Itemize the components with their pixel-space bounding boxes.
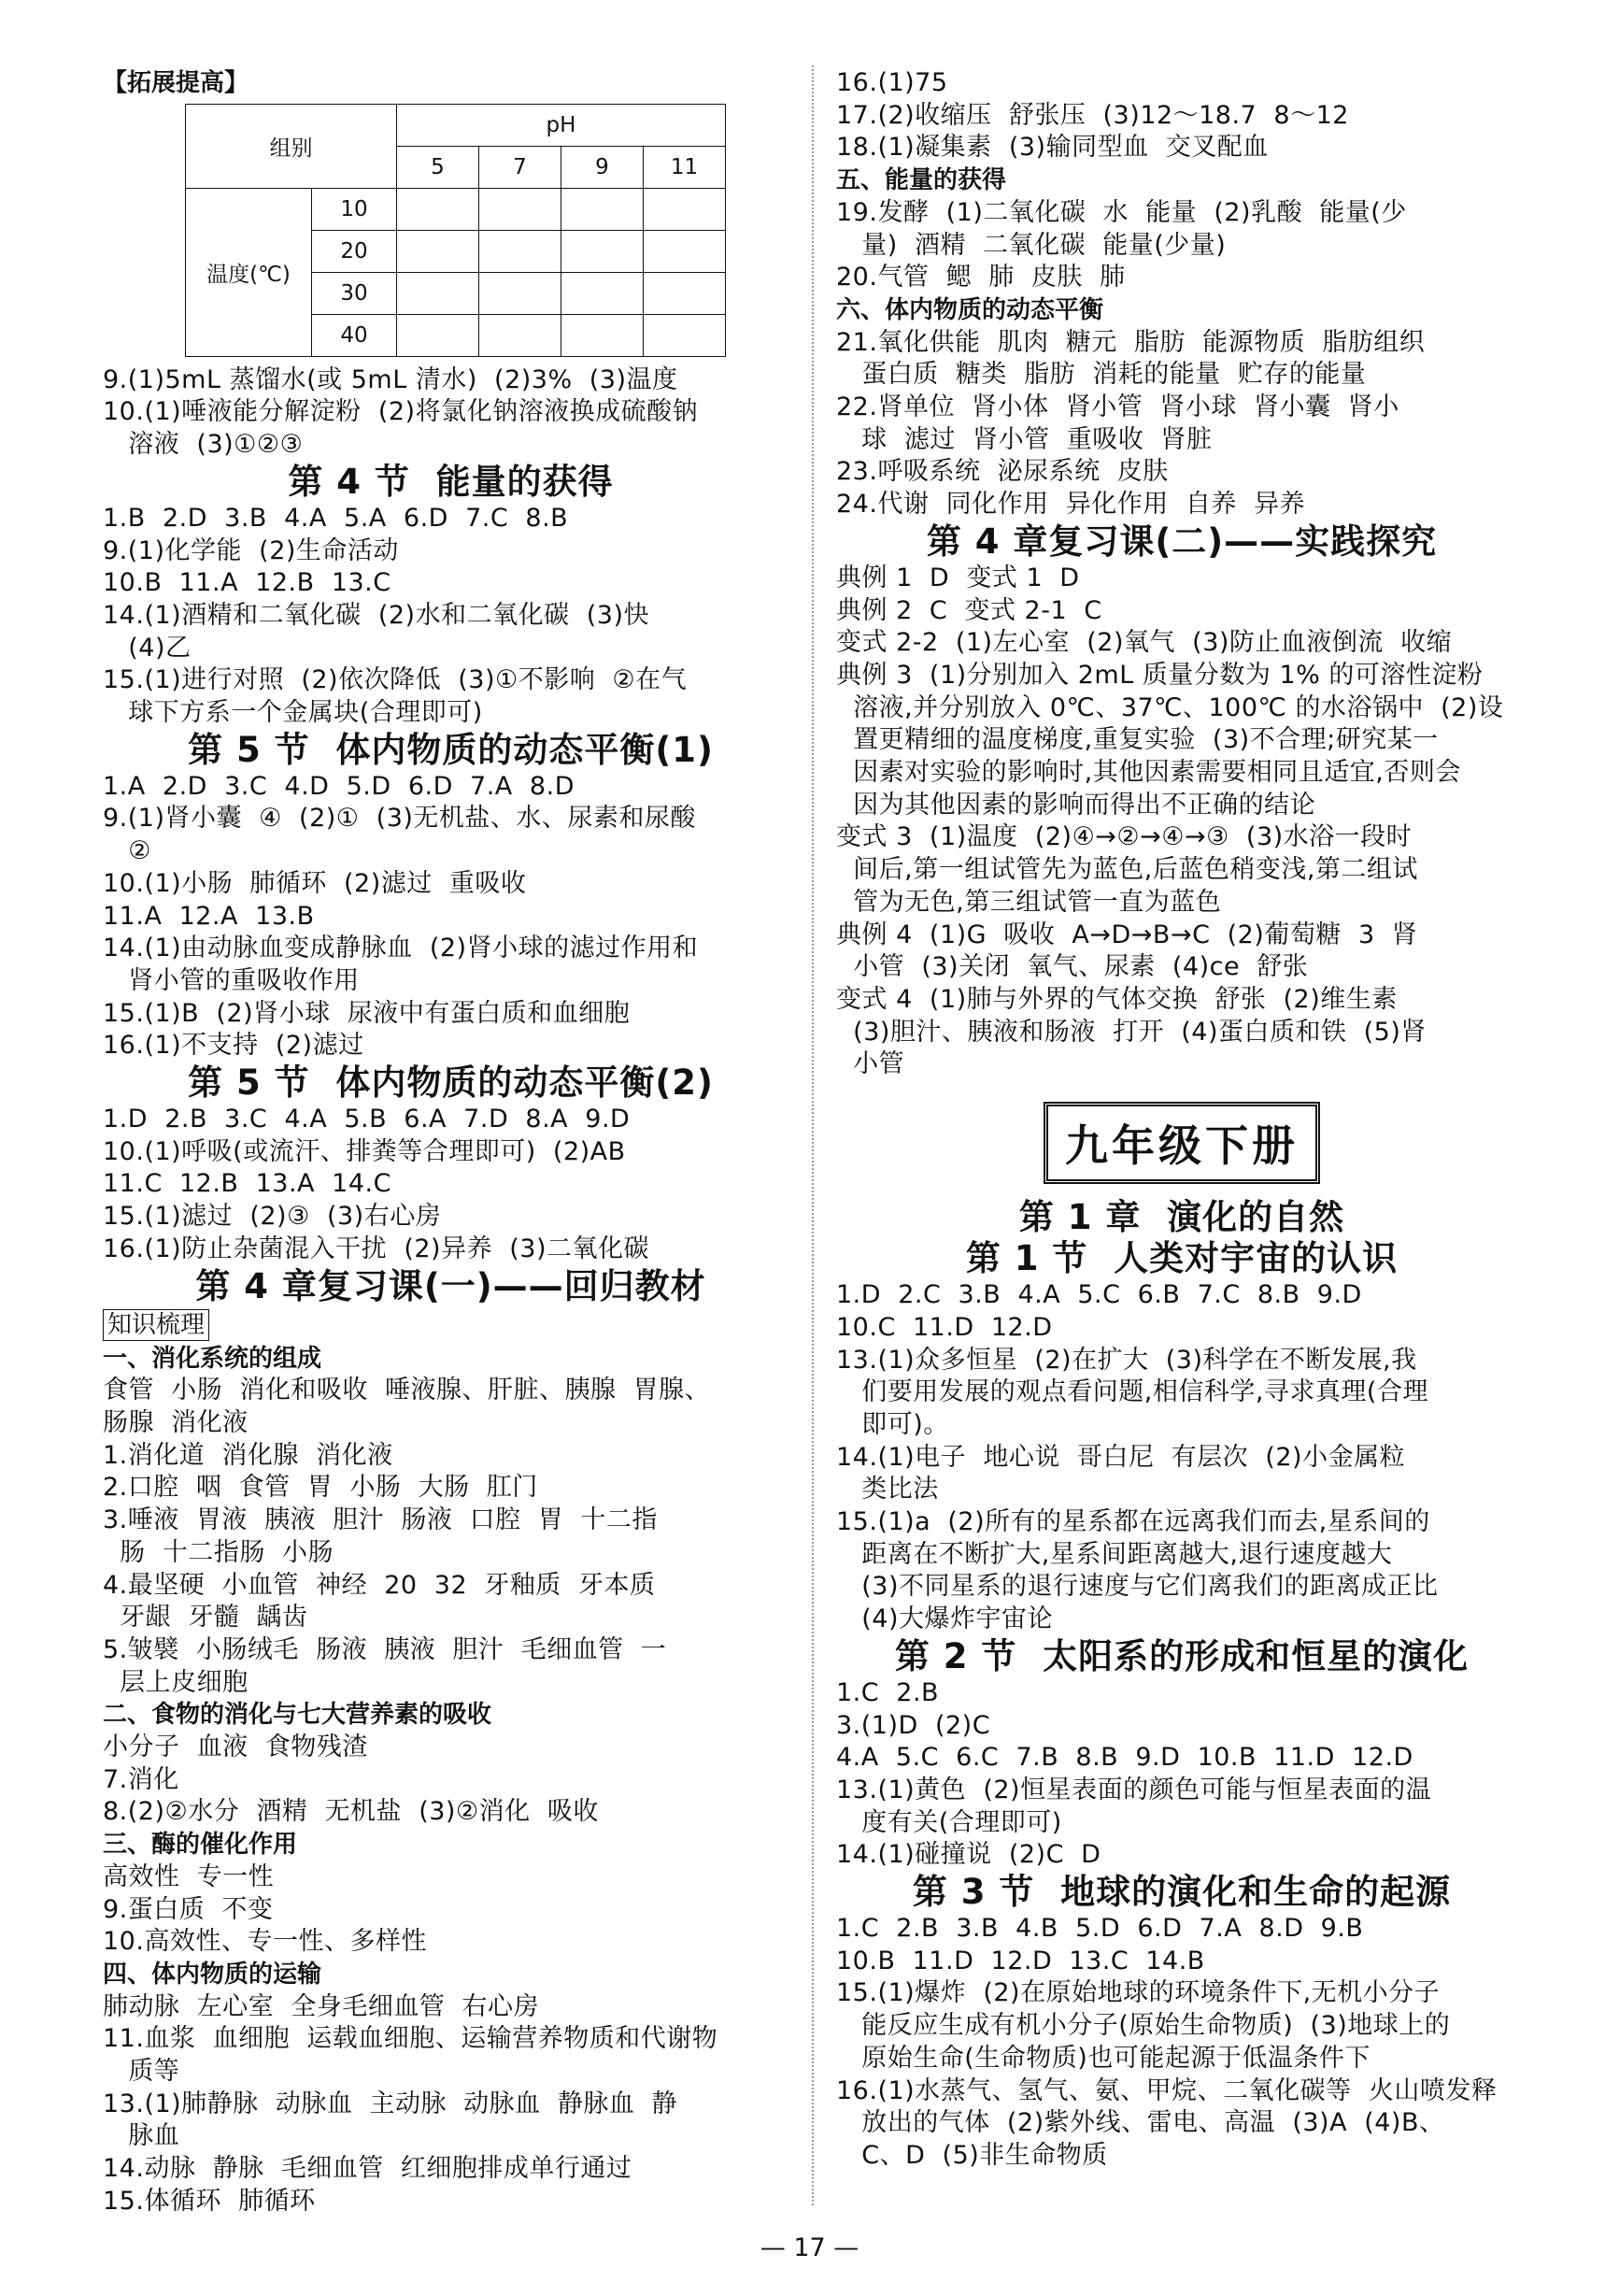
answer-line: 变式 2-2 (1)左心室 (2)氧气 (3)防止血液倒流 收缩 [836, 628, 1453, 658]
section-heading: 第 1 章 演化的自然 [1018, 1197, 1345, 1238]
answer-line: 16.(1)不支持 (2)滤过 [103, 1031, 364, 1061]
answer-line: 度有关(合理即可) [836, 1807, 1062, 1837]
answer-line: 变式 3 (1)温度 (2)④→②→④→③ (3)水浴一段时 [836, 822, 1413, 852]
subsection-heading: 五、能量的获得 [836, 166, 1007, 195]
answer-line: 10.C 11.D 12.D [836, 1312, 1053, 1342]
answer-line: 14.(1)酒精和二氧化碳 (2)水和二氧化碳 (3)快 [103, 600, 650, 630]
temp-20: 20 [312, 230, 397, 272]
answer-line: 21.氧化供能 肌肉 糖元 脂肪 能源物质 脂肪组织 [836, 327, 1426, 357]
answer-line: 因为其他因素的影响而得出不正确的结论 [836, 790, 1316, 820]
subsection-heading: 六、体内物质的动态平衡 [836, 295, 1104, 324]
answer-line: 15.(1)进行对照 (2)依次降低 (3)①不影响 ②在气 [103, 665, 688, 695]
section-heading: 第 5 节 体内物质的动态平衡(2) [188, 1062, 714, 1104]
answer-line: 9.(1)化学能 (2)生命活动 [103, 535, 399, 565]
answer-line: 因素对实验的影响时,其他因素需要相同且适宜,否则会 [836, 758, 1461, 788]
answer-line: 23.呼吸系统 泌尿系统 皮肤 [836, 457, 1169, 487]
answer-line: 8.(2)②水分 酒精 无机盐 (3)②消化 吸收 [103, 1797, 599, 1827]
answer-line: 球下方系一个金属块(合理即可) [103, 698, 483, 728]
answer-line: 14.动脉 静脉 毛细血管 红细胞排成单行通过 [103, 2154, 632, 2184]
answer-line: 10.(1)小肠 肺循环 (2)滤过 重吸收 [103, 868, 527, 898]
ph-temperature-table [185, 104, 726, 357]
answer-line: 10.(1)唾液能分解淀粉 (2)将氯化钠溶液换成硫酸钠 [103, 397, 699, 427]
answer-line: 置更精细的温度梯度,重复实验 (3)不合理;研究某一 [836, 725, 1439, 755]
section-label-row [103, 1307, 799, 1343]
temp-header: 温度(℃) [186, 188, 312, 356]
answer-line: 15.(1)滤过 (2)③ (3)右心房 [103, 1202, 442, 1232]
answer-line: 22.肾单位 肾小体 肾小管 肾小球 肾小囊 肾小 [836, 392, 1399, 422]
answer-line: 距离在不断扩大,星系间距离越大,退行速度越大 [836, 1539, 1393, 1569]
answer-line: 3.唾液 胃液 胰液 胆汁 肠液 口腔 胃 十二指 [103, 1505, 658, 1535]
answer-line: 间后,第一组试管先为蓝色,后蓝色稍变浅,第二组试 [836, 855, 1418, 885]
answer-line: 17.(2)收缩压 舒张压 (3)12～18.7 8～12 [836, 100, 1349, 130]
temp-30: 30 [312, 272, 397, 314]
answer-line: 11.C 12.B 13.A 14.C [103, 1169, 391, 1199]
answer-line: 3.(1)D (2)C [836, 1710, 991, 1740]
answer-line: 9.(1)5mL 蒸馏水(或 5mL 清水) (2)3% (3)温度 [103, 364, 678, 394]
section-heading: 第 3 节 地球的演化和生命的起源 [912, 1872, 1452, 1913]
temp-40: 40 [312, 314, 397, 356]
answer-line: 溶液 (3)①②③ [103, 430, 304, 460]
section-heading: 第 4 章复习课(一)——回归教材 [195, 1265, 706, 1306]
ph-header: pH [397, 104, 726, 146]
answer-line: 10.B 11.D 12.D 13.C 14.B [836, 1946, 1205, 1975]
answer-line: 16.(1)水蒸气、氢气、氨、甲烷、二氧化碳等 火山喷发释 [836, 2075, 1498, 2105]
answer-line: 10.(1)呼吸(或流汗、排粪等合理即可) (2)AB [103, 1136, 626, 1166]
answer-line: 18.(1)凝集素 (3)输同型血 交叉配血 [836, 133, 1269, 163]
answer-line: 13.(1)黄色 (2)恒星表面的颜色可能与恒星表面的温 [836, 1775, 1432, 1804]
answer-line: 9.(1)肾小囊 ④ (2)① (3)无机盐、水、尿素和尿酸 [103, 804, 696, 834]
answer-line: 5.皱襞 小肠绒毛 肠液 胰液 胆汁 毛细血管 一 [103, 1634, 667, 1664]
answer-line: 24.代谢 同化作用 异化作用 自养 异养 [836, 490, 1306, 520]
answer-line: 肺动脉 左心室 全身毛细血管 右心房 [103, 1991, 539, 2021]
right-answers [836, 67, 1527, 2173]
answer-line: 小管 [836, 1049, 905, 1079]
answer-line: 1.D 2.C 3.B 4.A 5.C 6.B 7.C 8.B 9.D [836, 1280, 1362, 1310]
answer-line: 9.蛋白质 不变 [103, 1894, 274, 1924]
volume-title: 九年级下册 [1044, 1102, 1320, 1184]
answer-line: 脉血 [103, 2121, 180, 2151]
answer-line: 能反应生成有机小分子(原始生命物质) (3)地球上的 [836, 2011, 1451, 2041]
answer-line: (3)不同星系的退行速度与它们离我们的距离成正比 [836, 1572, 1439, 1602]
answer-line: 20.气管 鳃 肺 皮肤 肺 [836, 263, 1126, 292]
answer-line: 2.口腔 咽 食管 胃 小肠 大肠 肛门 [103, 1473, 538, 1503]
answer-line: 1.消化道 消化腺 消化液 [103, 1440, 393, 1470]
answer-line: 们要用发展的观点看问题,相信科学,寻求真理(合理 [836, 1377, 1428, 1407]
answer-line: 层上皮细胞 [103, 1667, 249, 1697]
column-divider [812, 65, 814, 2205]
page-number: — 17 — [760, 2233, 859, 2262]
answer-line: 14.(1)由动脉血变成静脉血 (2)肾小球的滤过作用和 [103, 934, 699, 963]
ph-5: 5 [397, 146, 479, 188]
section-heading: 第 4 节 能量的获得 [288, 461, 614, 502]
volume-title-row [836, 1102, 1527, 1184]
answer-line: 球 滤过 肾小管 重吸收 肾脏 [836, 424, 1213, 454]
answer-line: (3)胆汁、胰液和肠液 打开 (4)蛋白质和铁 (5)肾 [836, 1017, 1427, 1047]
section-heading: 第 1 节 人类对宇宙的认识 [965, 1238, 1399, 1279]
answer-line: 即可)。 [836, 1409, 949, 1439]
answer-line: 高效性 专一性 [103, 1861, 275, 1891]
answer-line: 1.A 2.D 3.C 4.D 5.D 6.D 7.A 8.D [103, 771, 575, 801]
answer-line: 肠 十二指肠 小肠 [103, 1537, 334, 1567]
answer-line: 15.(1)爆炸 (2)在原始地球的环境条件下,无机小分子 [836, 1978, 1441, 2008]
answer-line: 管为无色,第三组试管一直为蓝色 [836, 887, 1222, 917]
answer-line: 变式 4 (1)肺与外界的气体交换 舒张 (2)维生素 [836, 984, 1398, 1014]
subsection-heading: 四、体内物质的运输 [103, 1960, 322, 1989]
answer-line: 1.C 2.B [836, 1677, 940, 1707]
answer-line: 10.B 11.A 12.B 13.C [103, 568, 391, 598]
section-heading: 第 5 节 体内物质的动态平衡(1) [188, 729, 714, 770]
answer-line: 4.A 5.C 6.C 7.B 8.B 9.D 10.B 11.D 12.D [836, 1743, 1413, 1773]
answer-line: 典例 1 D 变式 1 D [836, 563, 1080, 592]
answer-line: 原始生命(生命物质)也可能起源于低温条件下 [836, 2043, 1370, 2073]
answer-line: 小管 (3)关闭 氧气、尿素 (4)ce 舒张 [836, 952, 1309, 982]
answer-line: 食管 小肠 消化和吸收 唾液腺、肝脏、胰腺 胃腺、 [103, 1376, 711, 1405]
answer-line: ② [103, 836, 151, 866]
answer-line: 15.体循环 肺循环 [103, 2186, 316, 2216]
answer-line: 13.(1)众多恒星 (2)在扩大 (3)科学在不断发展,我 [836, 1345, 1417, 1375]
answer-line: 10.高效性、专一性、多样性 [103, 1927, 427, 1957]
answer-line: 牙龈 牙髓 龋齿 [103, 1603, 308, 1633]
answer-line: 肠腺 消化液 [103, 1407, 249, 1437]
answer-line: 质等 [103, 2057, 180, 2087]
answer-line: C、D (5)非生命物质 [836, 2140, 1108, 2170]
group-header: 组别 [186, 104, 397, 188]
answer-line: 1.B 2.D 3.B 4.A 5.A 6.D 7.C 8.B [103, 503, 569, 533]
subsection-heading: 一、消化系统的组成 [103, 1344, 322, 1373]
subsection-heading: 二、食物的消化与七大营养素的吸收 [103, 1701, 492, 1730]
answer-line: 16.(1)75 [836, 68, 948, 97]
answer-line: 7.消化 [103, 1764, 179, 1794]
answer-line: 1.D 2.B 3.C 4.A 5.B 6.A 7.D 8.A 9.D [103, 1105, 631, 1134]
table-heading: 【拓展提高】 [103, 69, 249, 97]
left-answers [103, 364, 799, 2218]
temp-10: 10 [312, 188, 397, 230]
ph-9: 9 [561, 146, 644, 188]
answer-line: 典例 2 C 变式 2-1 C [836, 595, 1102, 625]
answer-line: 13.(1)肺静脉 动脉血 主动脉 动脉血 静脉血 静 [103, 2089, 678, 2118]
answer-line: 肾小管的重吸收作用 [103, 965, 360, 995]
answer-line: 蛋白质 糖类 脂肪 消耗的能量 贮存的能量 [836, 360, 1367, 390]
answer-line: 放出的气体 (2)紫外线、雷电、高温 (3)A (4)B、 [836, 2108, 1445, 2138]
answer-line: 11.A 12.A 13.B [103, 901, 315, 931]
right-column [836, 67, 1527, 2173]
ph-11: 11 [644, 146, 726, 188]
answer-line: 16.(1)防止杂菌混入干扰 (2)异养 (3)二氧化碳 [103, 1234, 650, 1263]
answer-line: 4.最坚硬 小血管 神经 20 32 牙釉质 牙本质 [103, 1570, 656, 1600]
answer-line: 15.(1)B (2)肾小球 尿液中有蛋白质和血细胞 [103, 998, 631, 1028]
answer-line: 小分子 血液 食物残渣 [103, 1733, 368, 1762]
answer-line: 1.C 2.B 3.B 4.B 5.D 6.D 7.A 8.D 9.B [836, 1914, 1364, 1944]
answer-line: 溶液,并分别放入 0℃、37℃、100℃ 的水浴锅中 (2)设 [836, 692, 1504, 722]
answer-line: 量) 酒精 二氧化碳 能量(少量) [836, 230, 1227, 260]
answer-line: 14.(1)碰撞说 (2)C D [836, 1840, 1101, 1870]
answer-line: (4)乙 [103, 633, 192, 663]
section-heading: 第 4 章复习课(二)——实践探究 [926, 521, 1438, 562]
left-column [103, 67, 799, 2218]
section-label: 知识梳理 [103, 1309, 209, 1341]
answer-line: 11.血浆 血细胞 运载血细胞、运输营养物质和代谢物 [103, 2024, 718, 2054]
answer-line: 14.(1)电子 地心说 哥白尼 有层次 (2)小金属粒 [836, 1442, 1406, 1472]
answer-line: 典例 4 (1)G 吸收 A→D→B→C (2)葡萄糖 3 肾 [836, 920, 1418, 949]
subsection-heading: 三、酶的催化作用 [103, 1831, 298, 1860]
ph-7: 7 [479, 146, 561, 188]
answer-line: 19.发酵 (1)二氧化碳 水 能量 (2)乳酸 能量(少 [836, 197, 1407, 227]
answer-line: 典例 3 (1)分别加入 2mL 质量分数为 1% 的可溶性淀粉 [836, 660, 1484, 690]
section-heading: 第 2 节 太阳系的形成和恒星的演化 [894, 1635, 1470, 1676]
answer-line: (4)大爆炸宇宙论 [836, 1604, 1053, 1634]
answer-line: 15.(1)a (2)所有的星系都在远离我们而去,星系间的 [836, 1507, 1430, 1537]
answer-line: 类比法 [836, 1475, 939, 1505]
